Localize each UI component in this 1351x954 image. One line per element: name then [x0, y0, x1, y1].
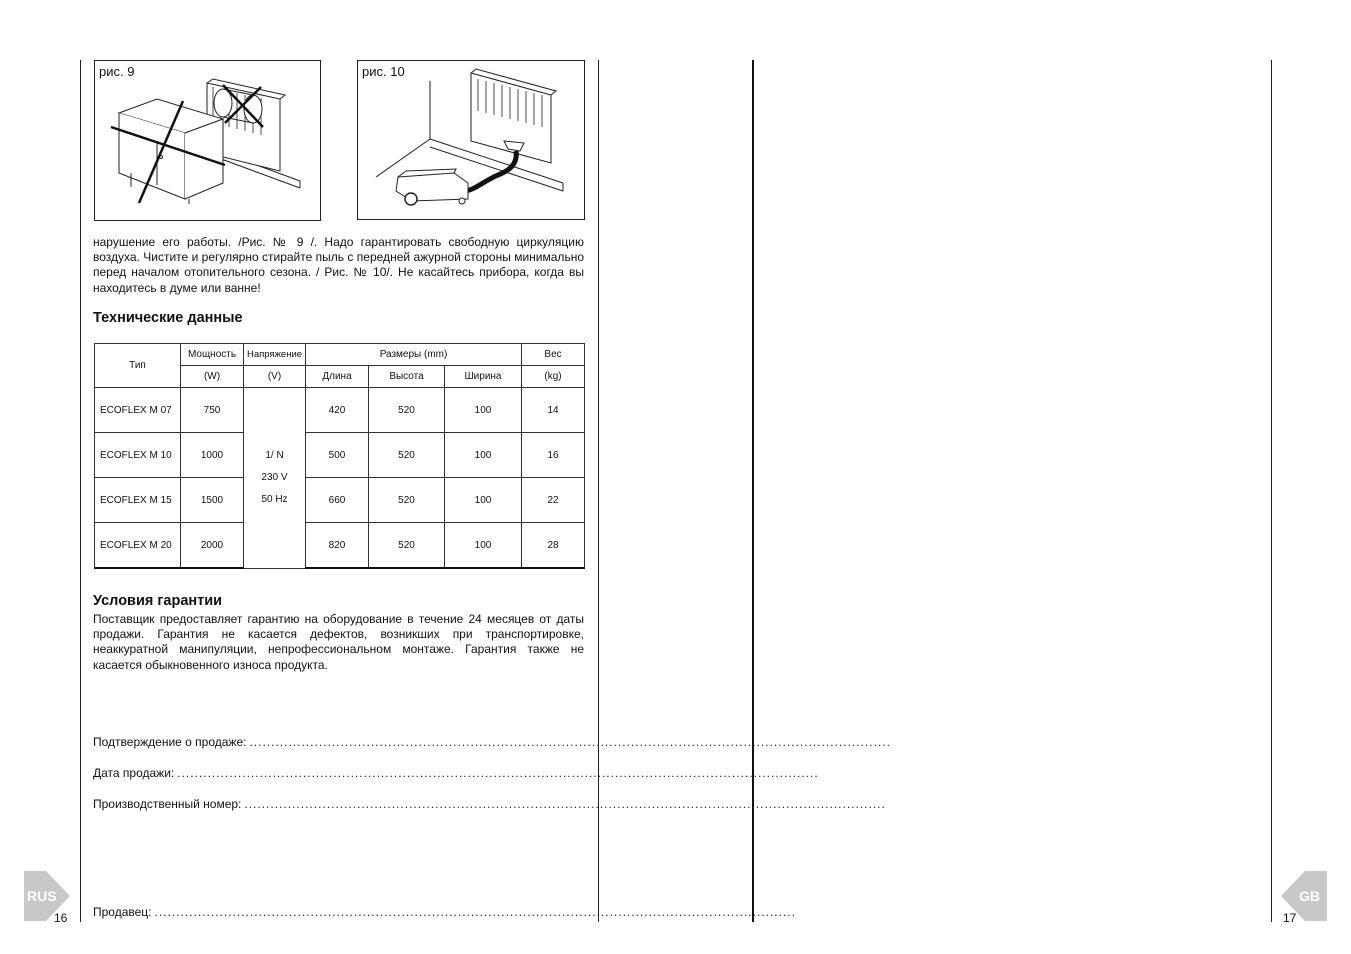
cell-height: 520	[369, 433, 445, 478]
voltage-line: 1/ N	[265, 449, 284, 461]
cell-width: 100	[445, 388, 522, 433]
header-length: Длина	[306, 366, 369, 388]
sale-confirmation-line	[93, 735, 891, 749]
cell-width: 100	[445, 478, 522, 523]
cell-power: 1000	[181, 433, 244, 478]
warranty-heading: Условия гарантии	[93, 593, 223, 609]
cell-width: 100	[445, 523, 522, 569]
cell-type: ECOFLEX M 15	[95, 478, 181, 523]
voltage-line: 230 V	[261, 471, 288, 483]
center-spine-rule	[752, 60, 754, 922]
cell-weight: 14	[522, 388, 585, 433]
sale-confirmation-field[interactable]: ....................................................................................................................................................	[249, 735, 891, 749]
cell-height: 520	[369, 388, 445, 433]
cell-type: ECOFLEX M 20	[95, 523, 181, 569]
cell-power: 750	[181, 388, 244, 433]
table-row	[95, 478, 585, 523]
table-row	[95, 388, 585, 433]
serial-number-label: Производственный номер:	[93, 797, 242, 811]
table-row	[95, 433, 585, 478]
cell-type: ECOFLEX M 07	[95, 388, 181, 433]
cell-width: 100	[445, 433, 522, 478]
cell-length: 500	[306, 433, 369, 478]
header-dimensions: Размеры (mm)	[306, 344, 522, 366]
header-width: Ширина	[445, 366, 522, 388]
cell-voltage	[244, 388, 306, 569]
figure-10-label: рис. 10	[362, 64, 405, 79]
serial-number-line	[93, 797, 886, 811]
seller-field[interactable]: ....................................................................................................................................................	[154, 905, 796, 919]
header-type: Тип	[95, 344, 181, 388]
spec-table	[94, 343, 585, 569]
sale-date-line	[93, 766, 819, 780]
serial-number-field[interactable]: ....................................................................................................................................................	[244, 797, 886, 811]
figure-10-illustration	[358, 61, 584, 219]
header-voltage-unit: (V)	[244, 366, 306, 388]
left-page-number: 16	[54, 911, 68, 925]
header-weight: Вес	[522, 344, 585, 366]
figure-9-illustration	[95, 61, 320, 220]
table-header-row	[95, 344, 585, 366]
cell-weight: 28	[522, 523, 585, 569]
cell-height: 520	[369, 478, 445, 523]
cell-length: 420	[306, 388, 369, 433]
tech-data-heading: Технические данные	[93, 310, 243, 326]
warranty-paragraph: Поставщик предоставляет гарантию на оборудование в течение 24 месяцев от даты продажи. Гарантия не касается дефектов, возникших при транспортировке, неаккуратной манипуляции, непрофессиональном монтаже. Гарантия также не касается обыкновенного износа продукта.	[93, 612, 584, 672]
figure-9-label: рис. 9	[99, 64, 135, 79]
sale-confirmation-label: Подтверждение о продаже:	[93, 735, 247, 749]
sale-date-field[interactable]: ....................................................................................................................................................	[177, 766, 819, 780]
cell-power: 2000	[181, 523, 244, 569]
gb-tab-label: GB	[1299, 888, 1320, 904]
right-page-right-rule	[1271, 60, 1272, 922]
seller-line	[93, 905, 796, 919]
table-row	[95, 523, 585, 569]
left-page-right-rule	[598, 60, 599, 922]
cell-length: 820	[306, 523, 369, 569]
cell-power: 1500	[181, 478, 244, 523]
right-page-number: 17	[1283, 911, 1297, 925]
header-power: Мощность	[181, 344, 244, 366]
cell-weight: 22	[522, 478, 585, 523]
header-height: Высота	[369, 366, 445, 388]
figure-10	[357, 60, 585, 220]
voltage-line: 50 Hz	[261, 493, 288, 505]
cell-length: 660	[306, 478, 369, 523]
sale-date-label: Дата продажи:	[93, 766, 175, 780]
header-weight-unit: (kg)	[522, 366, 585, 388]
header-power-unit: (W)	[181, 366, 244, 388]
cell-type: ECOFLEX M 10	[95, 433, 181, 478]
seller-label: Продавец:	[93, 905, 152, 919]
left-page-left-rule	[80, 60, 81, 922]
intro-paragraph: нарушение его работы. /Рис. № 9 /. Надо гарантировать свободную циркуляцию воздуха. Чистите и регулярно стирайте пыль с передней ажурной стороны минимально перед началом отопительного сезона. / Рис. № 10/. Не касайтесь прибора, когда вы находитесь в думе или ванне!	[93, 235, 584, 295]
cell-weight: 16	[522, 433, 585, 478]
header-voltage: Напряжение	[244, 344, 306, 366]
rus-tab-label: RUS	[27, 888, 57, 904]
figure-9	[94, 60, 321, 221]
cell-height: 520	[369, 523, 445, 569]
